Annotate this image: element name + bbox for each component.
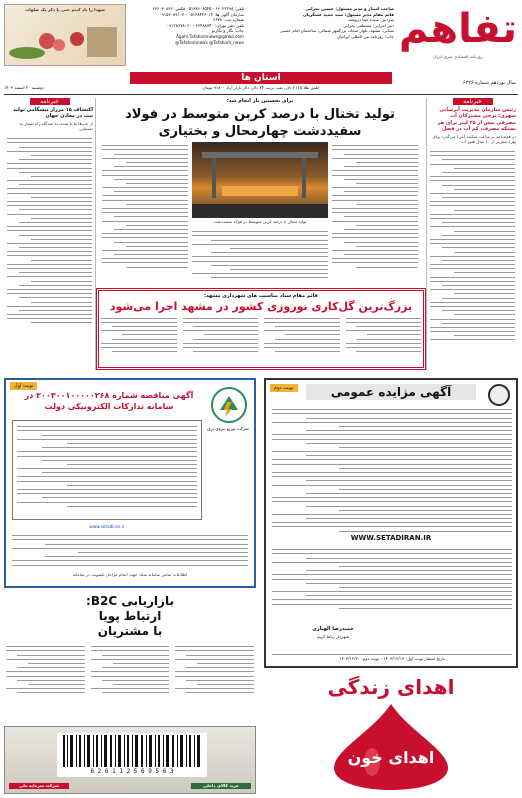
section-band xyxy=(130,72,392,84)
auction-signature-role: شهردار رباط کریم xyxy=(316,634,350,639)
tender-ad xyxy=(4,378,256,588)
tender-org-logo xyxy=(210,386,248,424)
contact-info: تلفن: ۶۶۰۲۲۲۹۸ - ۰۵۱۳۸۶۰۶۵۴۵ فکس: ۶۶۶۰۳۰۸۳۶ سازمان آگهی ها: ۰۵۱۳۸۴۴۶۰۱۴ - ۰۹۱۵۳۰۸۹۱۰۳ شماره ثبت: ۶۶۷۸ تلفن دفتر تهران: ۶۶۴۸۸۷۴۰ - ۰۹۱۲۸۶۷۸۰۶۰ چاپ: نگار و نگارنو Agahi.Tafahomnews@gmail.com @Tafahomnews @Tafahom_news xyxy=(128,6,244,45)
barcode-number: 6 2 6 1 1 2 5 6 9 5 6 3 xyxy=(90,768,174,775)
email-address: Agahi.Tafahomnews@gmail.com xyxy=(176,33,244,39)
donation-line-2: اهدای خون xyxy=(347,748,435,767)
blood-drop-icon xyxy=(264,702,518,792)
blood-donation-ad xyxy=(264,674,518,794)
flower-illustration xyxy=(7,19,125,63)
masthead-divider xyxy=(4,94,518,95)
main-story-photo-caption: تولید تختال با درصد کربن متوسط در فولاد سفیددشت xyxy=(213,219,307,224)
main-story-photo xyxy=(192,142,328,218)
main-story-body-left xyxy=(102,142,188,271)
main-story-body-photo-below xyxy=(192,228,328,281)
logo-subtitle: روزنامه اقتصادی شرق ایران xyxy=(433,54,483,59)
main-story xyxy=(100,98,420,286)
auction-body-2 xyxy=(272,546,512,612)
social-handles: @Tafahomnews @Tafahom_news xyxy=(174,39,244,45)
section-band-label: استان ها xyxy=(241,73,281,83)
markets-line: اتلس طلا ۲۱۱۵ دلار، نفت برنت ۷۴ دلار، دلار بازار آزاد ۹۱۸۰۰ تومان xyxy=(202,85,320,90)
auction-website[interactable]: WWW.SETADIRAN.IR xyxy=(350,534,432,542)
auction-body xyxy=(272,406,512,535)
main-story-kicker: برای نخستین بار انجام شد: xyxy=(226,98,294,104)
martyrs-banner xyxy=(4,4,126,66)
right-column-label: خبرنامه xyxy=(453,98,493,105)
commerce-body xyxy=(4,639,256,696)
tender-website[interactable]: www.setadiran.ir xyxy=(89,524,125,529)
tender-notes xyxy=(12,532,248,569)
auction-title: آگهی مزایده عمومی xyxy=(306,384,476,400)
left-column-subheadline: از چپ‌ها ما تا شده، به سه‌گاه راه بسیار به دستیابی xyxy=(19,120,93,132)
left-column-body xyxy=(4,133,95,329)
issue-date: دوشنبه ۲۰ اسفند ۱۴۰۳ xyxy=(4,85,44,90)
domestic-goods-ad xyxy=(4,726,256,794)
publisher-info: صاحب امتیاز و مدیر مسئول: حسین بحرانی قائم مقام مدیر مسئول: سید حمید عسگریان سردبیر: سیده مینا درویشه دبیر اجرایی: مصطفی بحرانی نشانی: مشهد، بلوار سجاد، بزرگمهر شمالی، ساختمان امام خمینی چاپ: روزنامه بین المللی ایرانیان xyxy=(279,6,394,39)
masthead xyxy=(0,0,522,96)
municipality-emblem-icon xyxy=(488,384,510,406)
tender-footer: اطلاعات تماس سامانه ستاد جهت انجام مراحل عضویت در سامانه xyxy=(72,572,188,577)
bottom-ad-caption-left: شرکت سرمایه ملی xyxy=(9,783,69,789)
right-news-column xyxy=(426,98,518,370)
auction-badge: نوبت دوم xyxy=(270,384,298,392)
right-column-body xyxy=(427,146,518,346)
martyrs-banner-text: شهدا را یاد کنیم حتی با ذکر یک صلوات xyxy=(25,7,105,12)
power-company-logo-icon xyxy=(210,386,248,424)
left-column-label: خبرنامه xyxy=(30,98,70,105)
tender-title: آگهی مناقصه شماره ۲۰۰۳۰۰۱۰۰۰۰۰۲۶۸ در سامانه تدارکات الکترونیکی دولت xyxy=(24,391,194,411)
boxed-story xyxy=(96,288,426,370)
left-column-headline: اکتشاف ۱۵ مرزار پیشگامی تولید ثبت در معادن جهان xyxy=(13,107,93,120)
newspaper-logo xyxy=(398,4,518,66)
boxed-story-body xyxy=(101,314,421,355)
issue-number: سال نوزدهم شماره ۶۲۲۶ xyxy=(462,80,516,86)
tender-details-table xyxy=(12,420,202,520)
boxed-story-headline: بزرگ‌ترین گل‌کاری نوروزی کشور در مشهد اجرا می‌شود xyxy=(109,300,413,314)
auction-signature: حمیدرضا الهیاری xyxy=(312,626,354,632)
commerce-title-3: با مشتریان xyxy=(97,624,163,638)
tender-org-name: شرکت توزیع نیروی برق xyxy=(207,426,249,431)
commerce-title-1: بازاریابی B2C: xyxy=(86,594,174,608)
steel-mill-illustration xyxy=(192,142,328,218)
logo-text: تفاهم xyxy=(399,6,517,52)
left-news-column xyxy=(4,98,96,370)
commerce-article xyxy=(4,594,256,722)
auction-dates: تاریخ انتشار نوبت اول: ۱۴۰۳/۱۲/۱۳ - نوبت دوم: ۱۴۰۳/۱۲/۲۰ xyxy=(272,654,512,662)
auction-ad xyxy=(264,378,518,668)
donation-line-1: اهدای زندگی xyxy=(327,675,455,699)
boxed-story-kicker: قائم مقام ستاد مناسبت های شهرداری مشهد: xyxy=(204,293,318,299)
main-story-body-right xyxy=(332,142,418,271)
commerce-title-2: ارتباط پویا xyxy=(98,609,162,623)
bottom-ad-caption-right: خرید کالای داخلی xyxy=(191,783,251,789)
tender-badge: نوبت اول xyxy=(10,382,37,390)
main-story-headline: تولید تختال با درصد کربن متوسط در فولاد سفیددشت چهارمحال و بختیاری xyxy=(125,107,395,140)
right-column-subheadline: در هفته‌نامه بر ساعت سکینه (س) می‌گذرد برای بهرۀ بیش‌تر از ۱۰ سال هنوز آب xyxy=(432,133,516,145)
right-column-headline: رئیس سازمان مدیریت آبرسانی شهری: برخی مشترکان آب مصرفی بیش از ۲۵ لیتر برای هر بستکه مصرف، کم آب در فصل xyxy=(437,107,516,133)
